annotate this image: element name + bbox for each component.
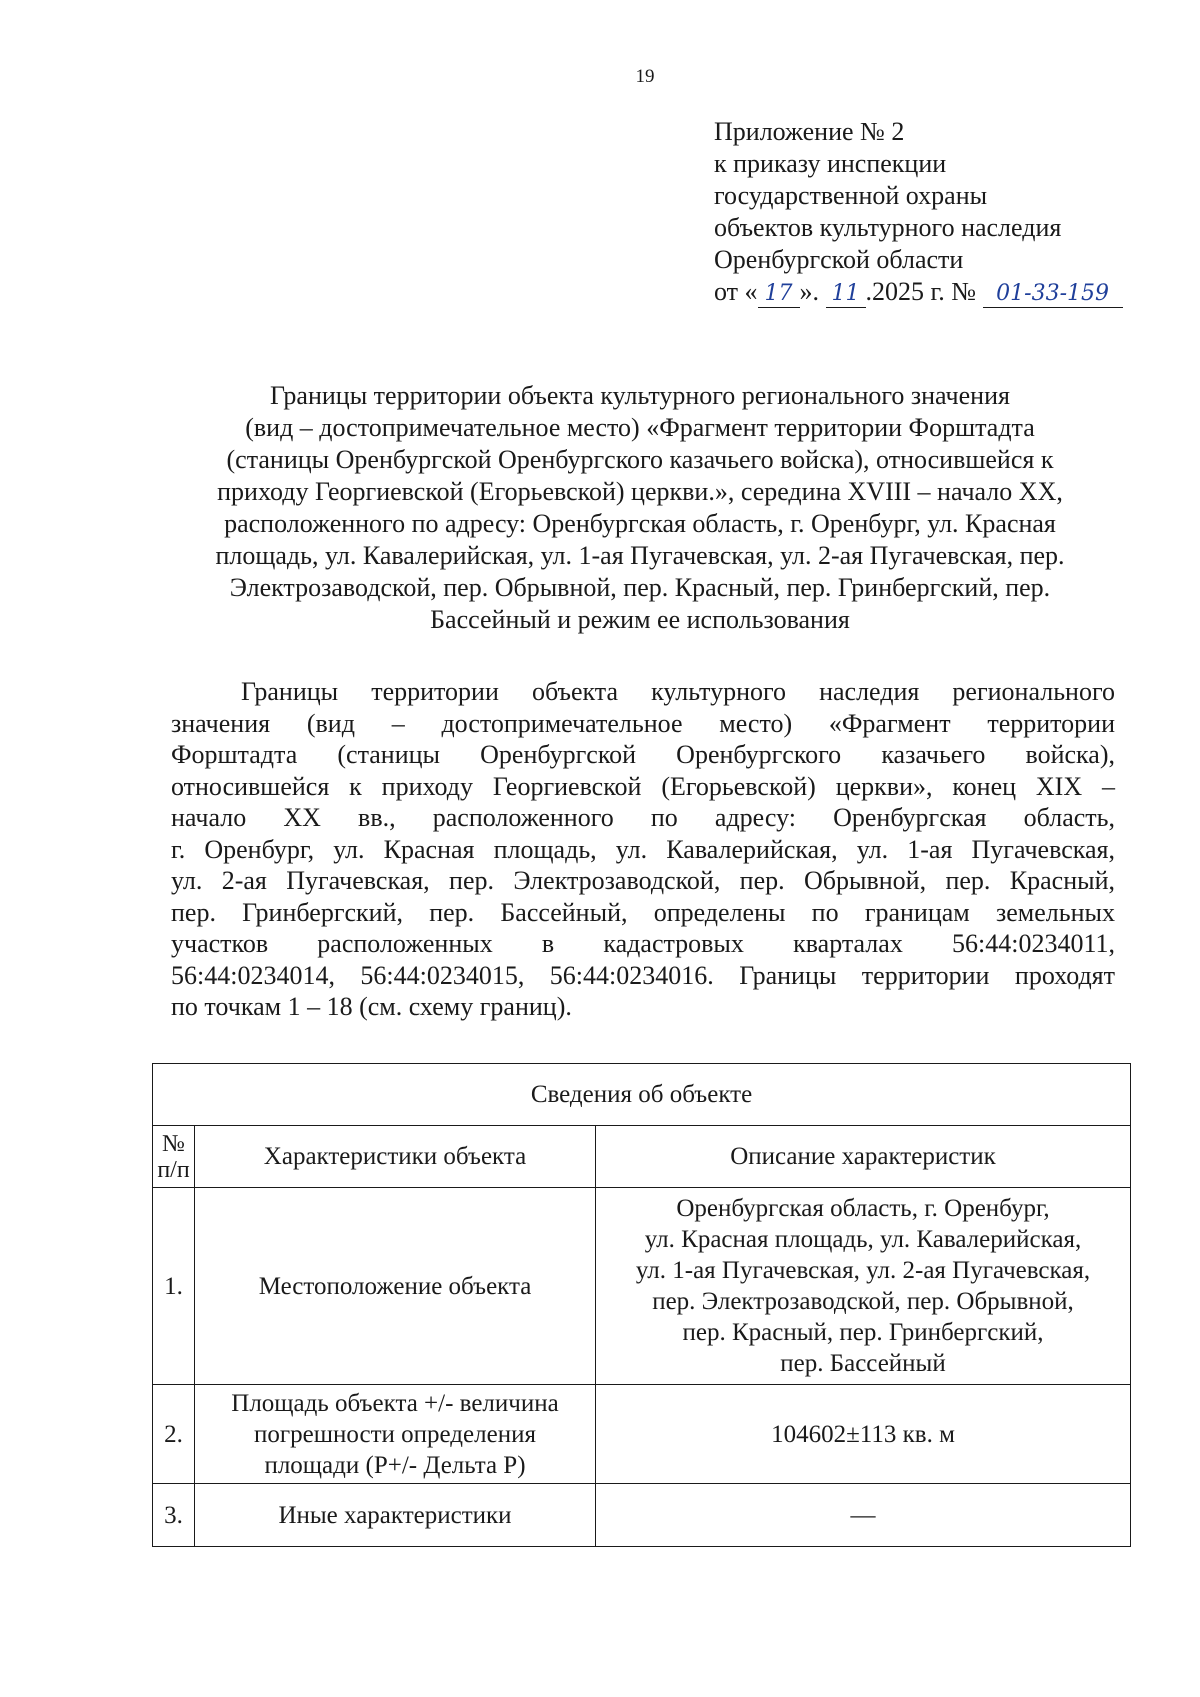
body-line: по точкам 1 – 18 (см. схему границ).	[171, 992, 572, 1021]
characteristic-line: Иные характеристики	[278, 1501, 512, 1529]
body-line: 56:44:0234014, 56:44:0234015, 56:44:0234016. Границы территории проходят	[171, 960, 1115, 990]
row-characteristic	[195, 1188, 596, 1385]
body-line: Границы территории объекта культурного наследия регионального	[241, 677, 1115, 706]
table-header-row	[153, 1126, 1131, 1188]
row-description	[596, 1484, 1131, 1547]
row-number: 3.	[153, 1484, 195, 1547]
header-description: Описание характеристик	[596, 1126, 1131, 1188]
body-paragraph	[171, 676, 1115, 1023]
handwritten-month: 11	[826, 281, 866, 308]
row-number: 1.	[153, 1188, 195, 1385]
appendix-line: к приказу инспекции	[714, 149, 947, 178]
handwritten-order-number: 01-33-159	[983, 281, 1123, 308]
row-characteristic	[195, 1385, 596, 1484]
body-line: г. Оренбург, ул. Красная площадь, ул. Кавалерийская, ул. 1-ая Пугачевская,	[171, 834, 1115, 864]
appendix-line: Приложение № 2	[714, 117, 905, 146]
description-line: ул. Красная площадь, ул. Кавалерийская,	[644, 1226, 1082, 1253]
characteristic-line: погрешности определения	[254, 1420, 536, 1448]
row-number: 2.	[153, 1385, 195, 1484]
table-row	[153, 1188, 1131, 1385]
description-line: 104602±113 кв. м	[771, 1420, 955, 1448]
title-line: Бассейный и режим ее использования	[430, 605, 850, 634]
body-line: значения (вид – достопримечательное место) «Фрагмент территории	[171, 708, 1115, 738]
date-suffix: .2025 г. №	[865, 277, 977, 306]
appendix-line: государственной охраны	[714, 181, 988, 210]
body-line: начало XX вв., расположенного по адресу: Оренбургская область,	[171, 803, 1115, 832]
characteristic-line: площади (Р+/- Дельта Р)	[264, 1451, 526, 1479]
table-row	[153, 1484, 1131, 1547]
title-line: расположенного по адресу: Оренбургская область, г. Оренбург, ул. Красная	[224, 509, 1056, 538]
table-row	[153, 1385, 1131, 1484]
title-line: приходу Георгиевской (Егорьевской) церкви.», середина XVIII – начало XX,	[217, 477, 1063, 506]
description-line: —	[850, 1501, 876, 1529]
title-line: (вид – достопримечательное место) «Фрагмент территории Форштадта	[245, 413, 1035, 442]
description-line: Оренбургская область, г. Оренбург,	[676, 1195, 1050, 1222]
row-description	[596, 1188, 1131, 1385]
appendix-header	[714, 116, 1123, 308]
object-info-table	[152, 1063, 1131, 1547]
body-line: ул. 2-ая Пугачевская, пер. Электрозаводской, пер. Обрывной, пер. Красный,	[171, 866, 1115, 895]
row-characteristic	[195, 1484, 596, 1547]
page-number: 19	[635, 66, 655, 87]
description-line: пер. Бассейный	[780, 1350, 946, 1377]
characteristic-line: Площадь объекта +/- величина	[231, 1389, 559, 1417]
description-line: ул. 1-ая Пугачевская, ул. 2-ая Пугачевская,	[635, 1257, 1091, 1284]
header-num	[153, 1126, 195, 1188]
date-mid: ».	[799, 277, 820, 306]
appendix-line: объектов культурного наследия	[714, 213, 1062, 242]
document-title	[160, 380, 1120, 636]
description-line: пер. Электрозаводской, пер. Обрывной,	[652, 1288, 1074, 1315]
body-line: участков расположенных в кадастровых кварталах 56:44:0234011,	[171, 929, 1115, 958]
body-line: относившейся к приходу Георгиевской (Егорьевской) церкви», конец XIX –	[171, 771, 1115, 801]
appendix-line: Оренбургской области	[714, 245, 964, 274]
title-line: площадь, ул. Кавалерийская, ул. 1-ая Пугачевская, ул. 2-ая Пугачевская, пер.	[215, 541, 1065, 570]
handwritten-day: 17	[758, 281, 800, 308]
table-caption-row	[153, 1064, 1131, 1126]
title-line: Границы территории объекта культурного регионального значения	[270, 381, 1010, 410]
body-line: пер. Гринбергский, пер. Бассейный, определены по границам земельных	[171, 897, 1115, 927]
title-line: (станицы Оренбургской Оренбургского казачьего войска), относившейся к	[226, 445, 1054, 474]
header-characteristic: Характеристики объекта	[195, 1126, 596, 1188]
body-line: Форштадта (станицы Оренбургской Оренбургского казачьего войска),	[171, 740, 1115, 769]
header-num-line: п/п	[157, 1156, 190, 1183]
title-line: Электрозаводской, пер. Обрывной, пер. Красный, пер. Гринбергский, пер.	[229, 573, 1051, 602]
table-caption: Сведения об объекте	[153, 1064, 1131, 1126]
description-line: пер. Красный, пер. Гринбергский,	[682, 1319, 1044, 1346]
characteristic-line: Местоположение объекта	[258, 1272, 532, 1300]
appendix-date-line	[714, 276, 1123, 308]
date-prefix: от «	[714, 277, 758, 306]
row-description	[596, 1385, 1131, 1484]
header-num-line: №	[162, 1130, 185, 1157]
